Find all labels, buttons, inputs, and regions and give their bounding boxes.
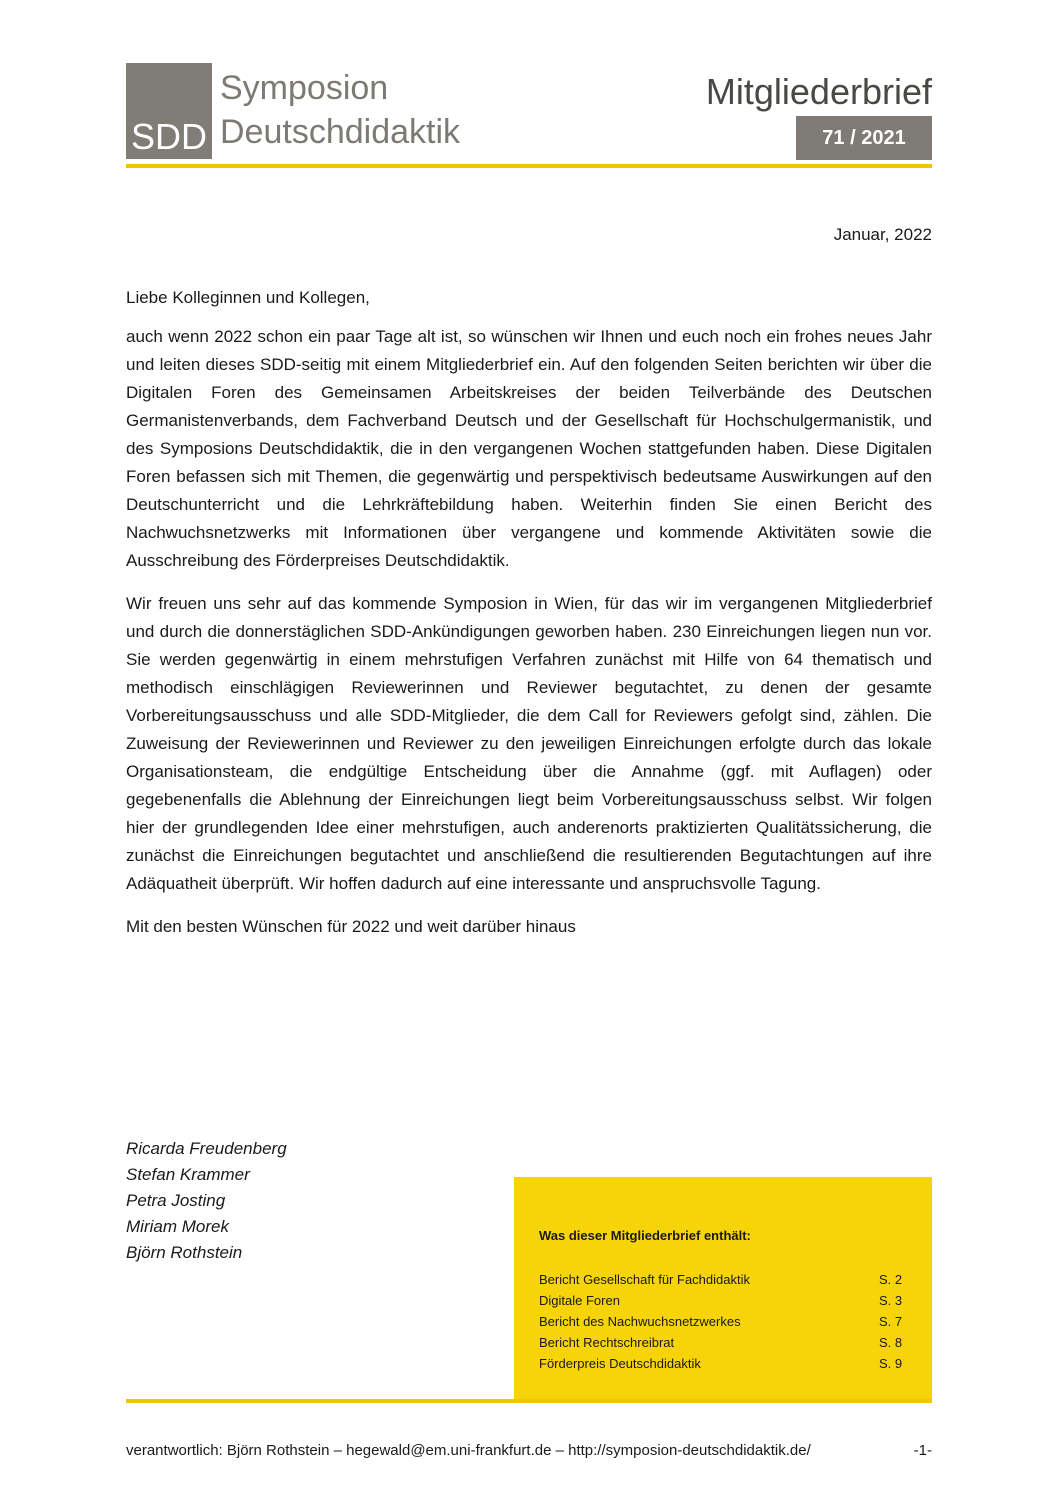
toc-item-title: Förderpreis Deutschdidaktik xyxy=(539,1356,701,1371)
footer-divider xyxy=(126,1399,932,1403)
toc-heading: Was dieser Mitgliederbrief enthält: xyxy=(539,1228,751,1243)
page-number: -1- xyxy=(913,1442,932,1459)
toc-item-page: S. 9 xyxy=(879,1356,903,1371)
toc-item-title: Bericht Gesellschaft für Fachdidaktik xyxy=(539,1272,750,1287)
signature-name: Miriam Morek xyxy=(126,1217,229,1236)
signature-name: Ricarda Freudenberg xyxy=(126,1139,287,1158)
footer-text: verantwortlich: Björn Rothstein – hegewald@em.uni-frankfurt.de – http://symposion-deutschdidaktik.de/ xyxy=(126,1442,811,1459)
letter-date: Januar, 2022 xyxy=(833,225,932,244)
footer xyxy=(126,1440,932,1462)
logo-line-1: Symposion xyxy=(220,69,389,107)
issue-badge: 71 / 2021 xyxy=(796,116,932,160)
toc-item-page: S. 7 xyxy=(879,1314,903,1329)
letter-body xyxy=(126,284,932,941)
toc-item xyxy=(539,1290,907,1311)
paragraph-1: auch wenn 2022 schon ein paar Tage alt ist, so wünschen wir Ihnen und euch noch ein frohes neues Jahr und leiten dieses SDD-seitig mit einem Mitgliederbrief ein. Auf den folgenden Seiten berichten wir über die Digitalen Foren des Gemeinsamen Arbeitskreises der beiden Teilverbände des Deutschen Germanistenverbands, dem Fachverband Deutsch und der Gesellschaft für Hochschulgermanistik, und des Symposions Deutschdidaktik, die in den vergangenen Wochen stattgefunden haben. Diese Digitalen Foren befassen sich mit Themen, die gegenwärtig und perspektivisch bedeutsame Auswirkungen auf den Deutschunterricht und die Lehrkräftebildung haben. Weiterhin finden Sie einen Bericht des Nachwuchsnetzwerks mit Informationen über vergangene und kommende Aktivitäten sowie die Ausschreibung des Förderpreises Deutschdidaktik. xyxy=(126,327,932,570)
logo-box xyxy=(126,63,212,159)
toc-item xyxy=(539,1311,907,1332)
salutation: Liebe Kolleginnen und Kollegen, xyxy=(126,288,370,307)
signature-list xyxy=(126,1136,287,1266)
toc-item-page: S. 2 xyxy=(879,1272,903,1287)
signature-name: Stefan Krammer xyxy=(126,1165,250,1184)
logo-text xyxy=(220,66,460,154)
toc-item-page: S. 3 xyxy=(879,1293,903,1308)
toc-list xyxy=(539,1269,907,1374)
table-of-contents xyxy=(514,1177,932,1399)
toc-item xyxy=(539,1269,907,1290)
toc-item-title: Digitale Foren xyxy=(539,1293,620,1308)
signature-name: Björn Rothstein xyxy=(126,1243,243,1262)
toc-item-page: S. 8 xyxy=(879,1335,903,1350)
toc-item-title: Bericht Rechtschreibrat xyxy=(539,1335,675,1350)
toc-item xyxy=(539,1332,907,1353)
logo-abbr: SDD xyxy=(130,116,207,157)
logo-line-2: Deutschdidaktik xyxy=(220,113,461,151)
doc-type-title: Mitgliederbrief xyxy=(705,71,932,112)
toc-item-title: Bericht des Nachwuchsnetzwerkes xyxy=(539,1314,741,1329)
header-divider xyxy=(126,164,932,168)
paragraph-2: Wir freuen uns sehr auf das kommende Symposion in Wien, für das wir im vergangenen Mitgliederbrief und durch die donnerstäglichen SDD-Ankündigungen geworben haben. 230 Einreichungen liegen nun vor. Sie werden gegenwärtig in einem mehrstufigen Verfahren zunächst mit Hilfe von 64 thematisch und methodisch einschlägigen Reviewerinnen und Reviewer begutachtet, zu denen der gesamte Vorbereitungsausschuss und alle SDD-Mitglieder, die dem Call for Reviewers gefolgt sind, zählen. Die Zuweisung der Reviewerinnen und Reviewer zu den jeweiligen Einreichungen erfolgte durch das lokale Organisationsteam, die endgültige Entscheidung über die Annahme (ggf. mit Auflagen) oder gegebenenfalls die Ablehnung der Einreichungen liegt beim Vorbereitungsausschuss selbst. Wir folgen hier der grundlegenden Idee einer mehrstufigen, auch anderenorts praktizierten Qualitätssicherung, die zunächst die Einreichungen begutachtet und anschließend die resultierenden Begutachtungen auf ihre Adäquatheit überprüft. Wir hoffen dadurch auf eine interessante und anspruchsvolle Tagung. xyxy=(126,594,932,893)
signature-name: Petra Josting xyxy=(126,1191,226,1210)
closing: Mit den besten Wünschen für 2022 und weit darüber hinaus xyxy=(126,917,576,936)
toc-item xyxy=(539,1353,907,1374)
